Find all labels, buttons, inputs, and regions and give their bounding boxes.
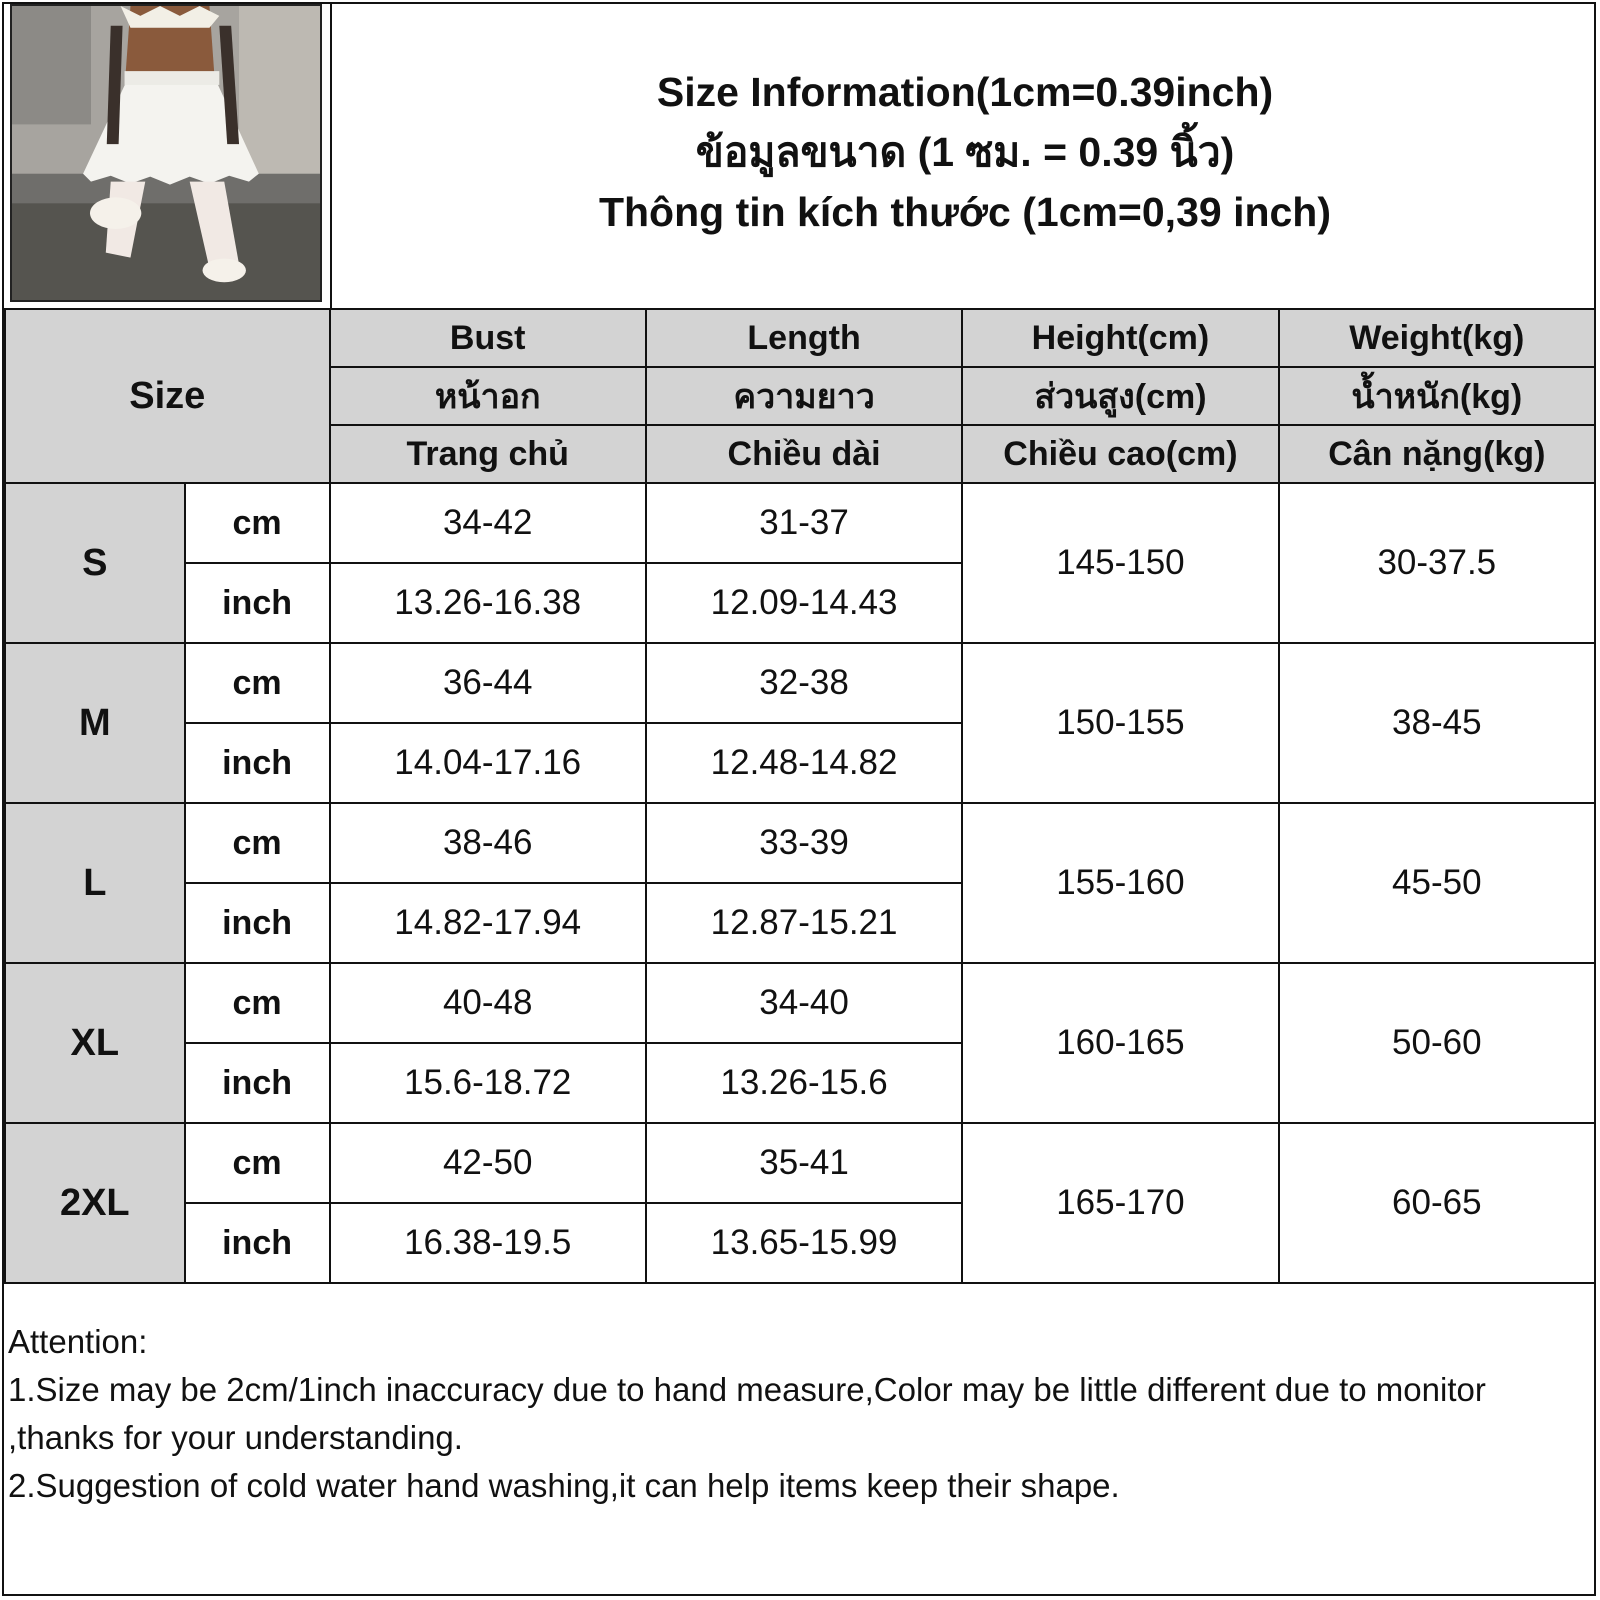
height-value: 150-155 xyxy=(962,643,1278,803)
weight-value: 30-37.5 xyxy=(1279,483,1595,643)
size-label: M xyxy=(5,643,185,803)
unit-cm: cm xyxy=(185,803,330,883)
height-value: 165-170 xyxy=(962,1123,1278,1283)
table-row xyxy=(5,963,1595,1043)
title-thai: ข้อมูลขนาด (1 ซม. = 0.39 นิ้ว) xyxy=(695,129,1235,175)
unit-inch: inch xyxy=(185,723,330,803)
length-header-th: ความยาว xyxy=(646,367,962,425)
bust-inch: 14.82-17.94 xyxy=(330,883,646,963)
length-header-en: Length xyxy=(646,309,962,367)
length-inch: 12.48-14.82 xyxy=(646,723,962,803)
weight-header-en: Weight(kg) xyxy=(1279,309,1595,367)
length-cm: 34-40 xyxy=(646,963,962,1043)
unit-cm: cm xyxy=(185,483,330,563)
title-english: Size Information(1cm=0.39inch) xyxy=(656,69,1274,115)
bust-cm: 38-46 xyxy=(330,803,646,883)
size-label: 2XL xyxy=(5,1123,185,1283)
attention-note-1: 1.Size may be 2cm/1inch inaccuracy due to hand measure,Color may be little different due to monitor ,thanks for your understanding. xyxy=(8,1371,1486,1456)
bust-header-th: หน้าอก xyxy=(330,367,646,425)
unit-inch: inch xyxy=(185,1043,330,1123)
size-label: S xyxy=(5,483,185,643)
header-row-en xyxy=(5,309,1595,367)
attention-heading: Attention: xyxy=(8,1323,148,1360)
bust-cm: 34-42 xyxy=(330,483,646,563)
size-label: XL xyxy=(5,963,185,1123)
height-header-vi: Chiều cao(cm) xyxy=(962,425,1278,483)
weight-value: 38-45 xyxy=(1279,643,1595,803)
bust-inch: 14.04-17.16 xyxy=(330,723,646,803)
size-chart-table xyxy=(4,308,1596,1284)
length-inch: 12.87-15.21 xyxy=(646,883,962,963)
height-header-en: Height(cm) xyxy=(962,309,1278,367)
height-header-th: ส่วนสูง(cm) xyxy=(962,367,1278,425)
length-inch: 13.26-15.6 xyxy=(646,1043,962,1123)
length-header-vi: Chiều dài xyxy=(646,425,962,483)
bust-cm: 42-50 xyxy=(330,1123,646,1203)
bust-header-en: Bust xyxy=(330,309,646,367)
weight-value: 50-60 xyxy=(1279,963,1595,1123)
product-photo xyxy=(10,4,322,302)
bust-inch: 13.26-16.38 xyxy=(330,563,646,643)
header-divider xyxy=(330,2,332,308)
height-value: 145-150 xyxy=(962,483,1278,643)
height-value: 160-165 xyxy=(962,963,1278,1123)
bust-cm: 40-48 xyxy=(330,963,646,1043)
length-cm: 32-38 xyxy=(646,643,962,723)
bust-header-vi: Trang chủ xyxy=(330,425,646,483)
table-row xyxy=(5,483,1595,563)
weight-value: 60-65 xyxy=(1279,1123,1595,1283)
bust-inch: 16.38-19.5 xyxy=(330,1203,646,1283)
attention-notes xyxy=(8,1318,1592,1510)
length-cm: 33-39 xyxy=(646,803,962,883)
table-row xyxy=(5,1123,1595,1203)
length-cm: 35-41 xyxy=(646,1123,962,1203)
unit-cm: cm xyxy=(185,1123,330,1203)
length-inch: 13.65-15.99 xyxy=(646,1203,962,1283)
title-vietnamese: Thông tin kích thước (1cm=0,39 inch) xyxy=(598,189,1332,235)
unit-cm: cm xyxy=(185,963,330,1043)
bust-cm: 36-44 xyxy=(330,643,646,723)
unit-inch: inch xyxy=(185,563,330,643)
length-cm: 31-37 xyxy=(646,483,962,563)
unit-cm: cm xyxy=(185,643,330,723)
table-row xyxy=(5,643,1595,723)
size-label: L xyxy=(5,803,185,963)
unit-inch: inch xyxy=(185,883,330,963)
weight-value: 45-50 xyxy=(1279,803,1595,963)
bust-inch: 15.6-18.72 xyxy=(330,1043,646,1123)
height-value: 155-160 xyxy=(962,803,1278,963)
size-column-header: Size xyxy=(5,309,330,483)
length-inch: 12.09-14.43 xyxy=(646,563,962,643)
page-title xyxy=(334,62,1596,242)
weight-header-th: น้ำหนัก(kg) xyxy=(1279,367,1595,425)
weight-header-vi: Cân nặng(kg) xyxy=(1279,425,1595,483)
attention-note-2: 2.Suggestion of cold water hand washing,it can help items keep their shape. xyxy=(8,1467,1120,1504)
unit-inch: inch xyxy=(185,1203,330,1283)
table-row xyxy=(5,803,1595,883)
